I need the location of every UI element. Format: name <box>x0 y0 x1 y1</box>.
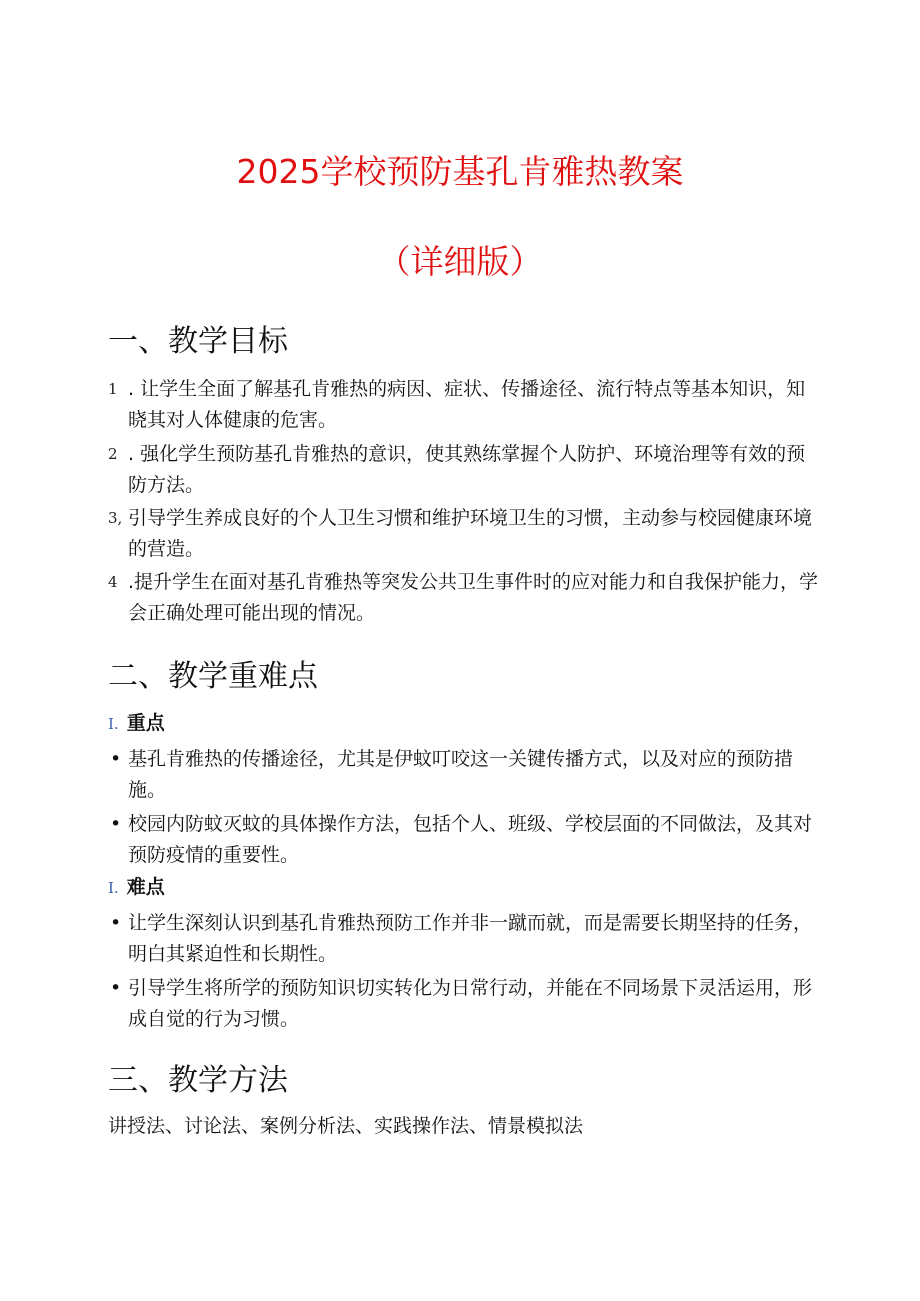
subheading-marker: I. <box>108 879 119 897</box>
subheading-key <box>108 708 165 739</box>
item-text: . 让学生全面了解基孔肯雅热的病因、症状、传播途径、流行特点等基本知识，知晓其对人体健康的危害。 <box>128 378 806 431</box>
section-heading-methods: 三、教学方法 <box>108 1063 288 1098</box>
document-title: 2025学校预防基孔肯雅热教案 <box>236 152 684 191</box>
section-heading-objectives: 一、教学目标 <box>108 324 288 359</box>
bullet-text: 引导学生将所学的预防知识切实转化为日常行动，并能在不同场景下灵活运用，形成自觉的行为习惯。 <box>128 977 813 1030</box>
bullet-icon: • <box>110 748 122 770</box>
objective-item-1 <box>108 374 824 436</box>
item-text: . 强化学生预防基孔肯雅热的意识，使其熟练掌握个人防护、环境治理等有效的预防方法。 <box>128 443 806 496</box>
subheading-marker: I. <box>108 715 119 733</box>
bullet-text: 基孔肯雅热的传播途径，尤其是伊蚊叮咬这一关键传播方式，以及对应的预防措施。 <box>128 748 794 801</box>
bullet-text: 校园内防蚊灭蚊的具体操作方法，包括个人、班级、学校层面的不同做法，及其对预防疫情的重要性。 <box>128 813 813 866</box>
list-item <box>108 744 824 806</box>
list-item <box>108 908 824 970</box>
list-item <box>108 809 824 871</box>
item-text: .提升学生在面对基孔肯雅热等突发公共卫生事件时的应对能力和自我保护能力，学会正确处理可能出现的情况。 <box>128 571 819 624</box>
objective-item-4 <box>108 567 824 629</box>
document-subtitle: （详细版） <box>377 242 543 281</box>
bullet-icon: • <box>110 912 122 934</box>
objective-item-2 <box>108 439 824 501</box>
objective-item-3 <box>108 503 824 565</box>
item-number: 3, <box>108 509 123 527</box>
item-text: 引导学生养成良好的个人卫生习惯和维护环境卫生的习惯，主动参与校园健康环境的营造。 <box>128 507 813 560</box>
section-heading-key-points: 二、教学重难点 <box>108 659 318 694</box>
bullet-text: 让学生深刻认识到基孔肯雅热预防工作并非一蹴而就，而是需要长期坚持的任务，明白其紧迫性和长期性。 <box>128 912 813 965</box>
methods-text: 讲授法、讨论法、案例分析法、实践操作法、情景模拟法 <box>108 1115 584 1137</box>
item-number: 2 <box>108 445 118 463</box>
subheading-label: 难点 <box>126 876 165 898</box>
item-number: 1 <box>108 380 118 398</box>
bullet-icon: • <box>110 977 122 999</box>
list-item <box>108 973 824 1035</box>
subheading-difficult <box>108 872 165 903</box>
bullet-icon: • <box>110 813 122 835</box>
subheading-label: 重点 <box>126 712 165 734</box>
item-number: 4 <box>108 573 118 591</box>
